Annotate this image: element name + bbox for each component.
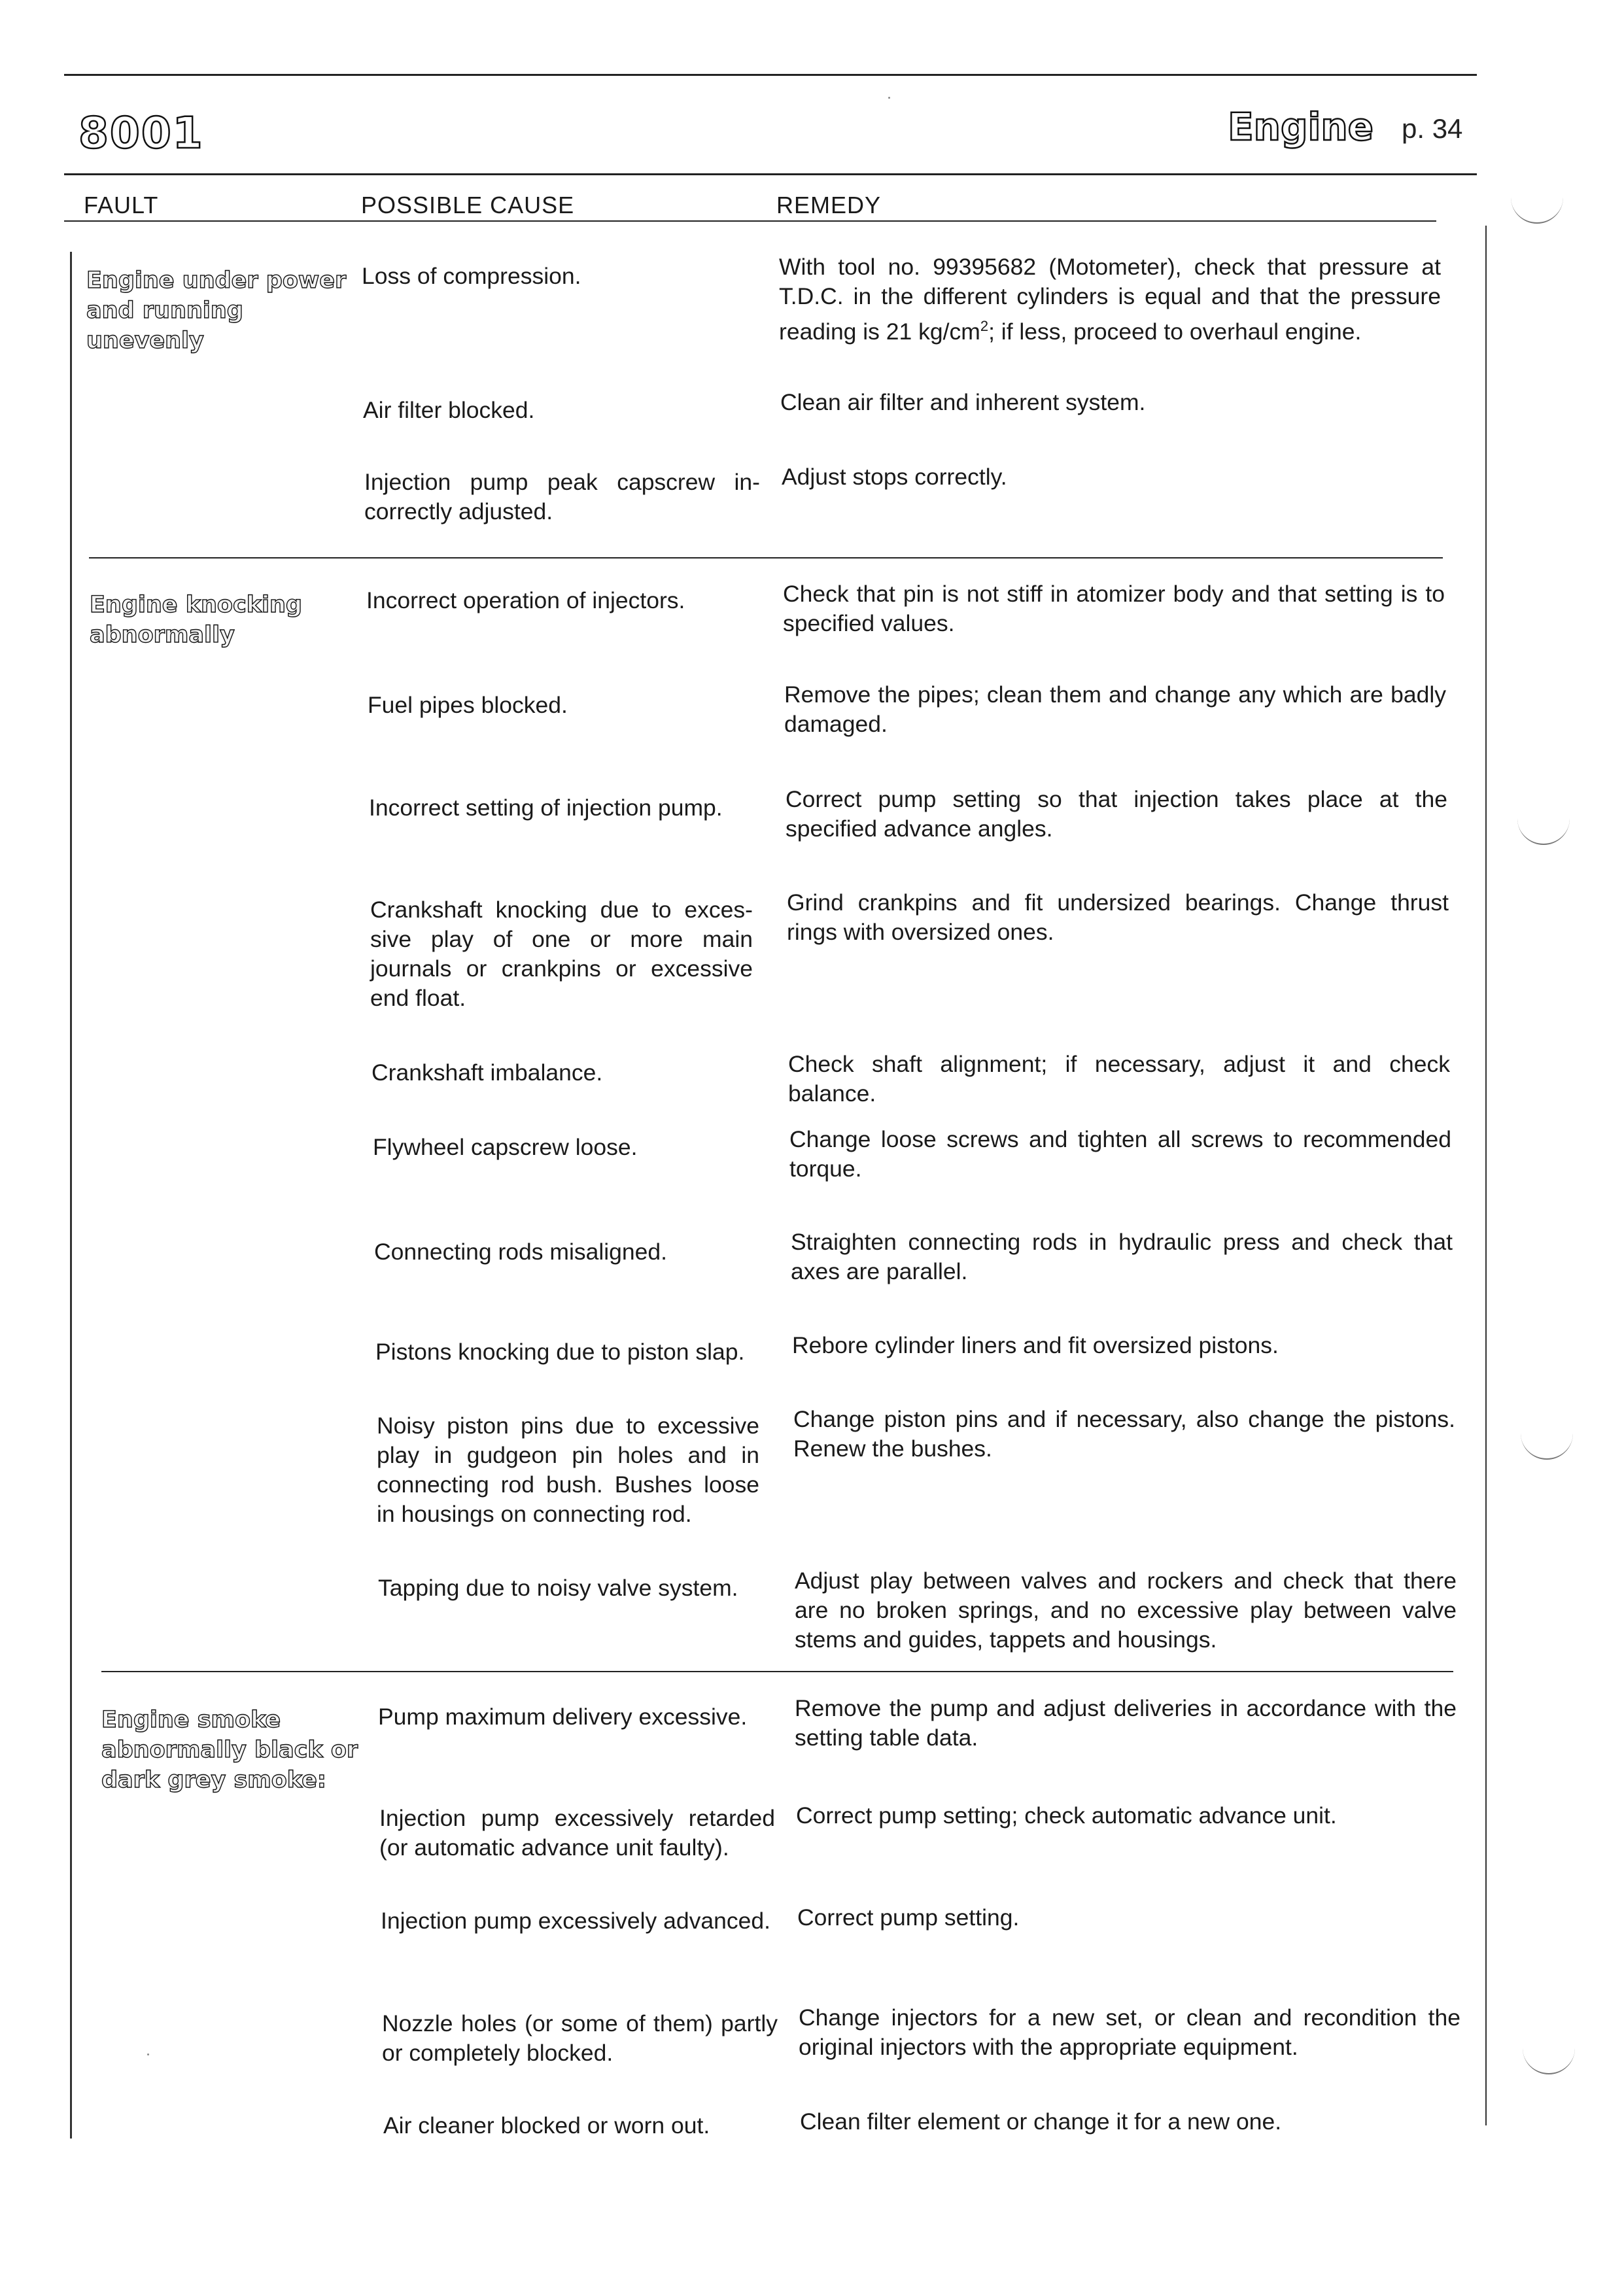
cause-text: Noisy piston pins due to excessive play in gudgeon pin holes and in connecting rod bush. Bushes loose in housings on connecting rod. [377,1413,759,1527]
cause-text: Crankshaft imbalance. [371,1059,603,1086]
binding-hole-mark [1517,817,1570,845]
remedy-text: Check that pin is not stiff in atomizer body and that setting is to specified values. [783,581,1445,636]
cause-text: Air cleaner blocked or worn out. [383,2112,710,2139]
remedy-text: Clean filter element or change it for a new one. [800,2108,1282,2135]
cause-text: Air filter blocked. [363,397,535,423]
cause-text: Incorrect setting of injection pump. [369,795,723,821]
column-header-fault: FAULT [84,192,159,218]
remedy-text: With tool no. 99395682 (Motometer), check that pressure at T.D.C. in the different cylinders is equal and that the pressure reading is 21 $kg/cm^2$; if less, proceed to overhaul engine. [779,254,1441,345]
right-margin-rule [1485,226,1487,2125]
remedy-text: Change piston pins and if necessary, also change the pistons. Renew the bushes. [793,1406,1455,1462]
remedy-text: Remove the pump and adjust deliveries in accordance with the setting table data. [795,1695,1457,1751]
cause-text: Injection pump excessively advanced. [381,1908,770,1934]
cause-text: Flywheel capscrew loose. [373,1134,638,1160]
cause-text: Tapping due to noisy valve system. [378,1575,738,1601]
remedy-text: Correct pump setting. [797,1904,1020,1931]
remedy-text: Check shaft alignment; if necessary, adjust it and check balance. [788,1051,1450,1107]
remedy-text: Grind crankpins and fit undersized bearings. Change thrust rings with oversized ones. [787,889,1449,945]
cause-text: Pump maximum delivery excessive. [378,1704,748,1730]
cause-text: Incorrect operation of injectors. [366,587,685,613]
cause-text: Fuel pipes blocked. [368,692,568,718]
left-margin-rule [70,252,72,2139]
group-divider [89,557,1443,558]
cause-text: Pistons knocking due to piston slap. [375,1339,745,1365]
remedy-text: Change loose screws and tighten all screws to recommended torque. [789,1126,1451,1182]
cause-text: Crankshaft knocking due to excessive play of one or more main journals or crankpins or excessive end float. [370,897,753,1011]
cause-text: Connecting rods misaligned. [374,1239,667,1265]
page-number: p. 34 [1402,113,1463,144]
remedy-text: Rebore cylinder liners and fit oversized pistons. [792,1332,1279,1358]
group-divider [101,1671,1453,1672]
remedy-text: Correct pump setting so that injection takes place at the specified advance angles. [786,786,1447,842]
fault-engine-under-power: Engine under power and running unevenly [86,267,347,354]
column-header-rule [64,220,1436,222]
binding-hole-mark [1521,1432,1573,1460]
scan-speck [888,97,890,99]
fault-engine-knocking: Engine knocking abnormally [90,592,302,648]
column-header-remedy: REMEDY [776,192,882,218]
binding-hole-mark [1523,2047,1575,2074]
section-title: Engine [1228,105,1373,149]
scan-speck [147,2053,149,2055]
remedy-text: Clean air filter and inherent system. [780,389,1146,415]
cause-text: Injection pump peak capscrew incorrectly adjusted. [364,469,760,524]
header-rule [64,173,1477,175]
fault-engine-smoke: Engine smoke abnormally black or dark grey smoke: [101,1707,358,1793]
cause-text: Loss of compression. [362,263,581,289]
remedy-text: Adjust stops correctly. [782,464,1007,490]
column-header-possible-cause: POSSIBLE CAUSE [361,192,575,218]
binding-hole-mark [1511,196,1563,224]
remedy-text: Correct pump setting; check automatic advance unit. [796,1802,1337,1829]
top-rule [64,74,1477,76]
remedy-text: Remove the pipes; clean them and change any which are badly damaged. [784,681,1446,737]
model-number: 8001 [78,108,204,158]
remedy-text: Straighten connecting rods in hydraulic press and check that axes are parallel. [791,1229,1453,1284]
remedy-text: Adjust play between valves and rockers and check that there are no broken springs, and no excessive play between valve stems and guides, tappets and housings. [795,1568,1457,1653]
cause-text: Injection pump excessively retarded (or automatic advance unit faulty). [379,1805,775,1861]
remedy-text: Change injectors for a new set, or clean and recondition the original injectors with the appropriate equipment. [799,2004,1460,2060]
cause-text: Nozzle holes (or some of them) partly or completely blocked. [382,2010,778,2066]
